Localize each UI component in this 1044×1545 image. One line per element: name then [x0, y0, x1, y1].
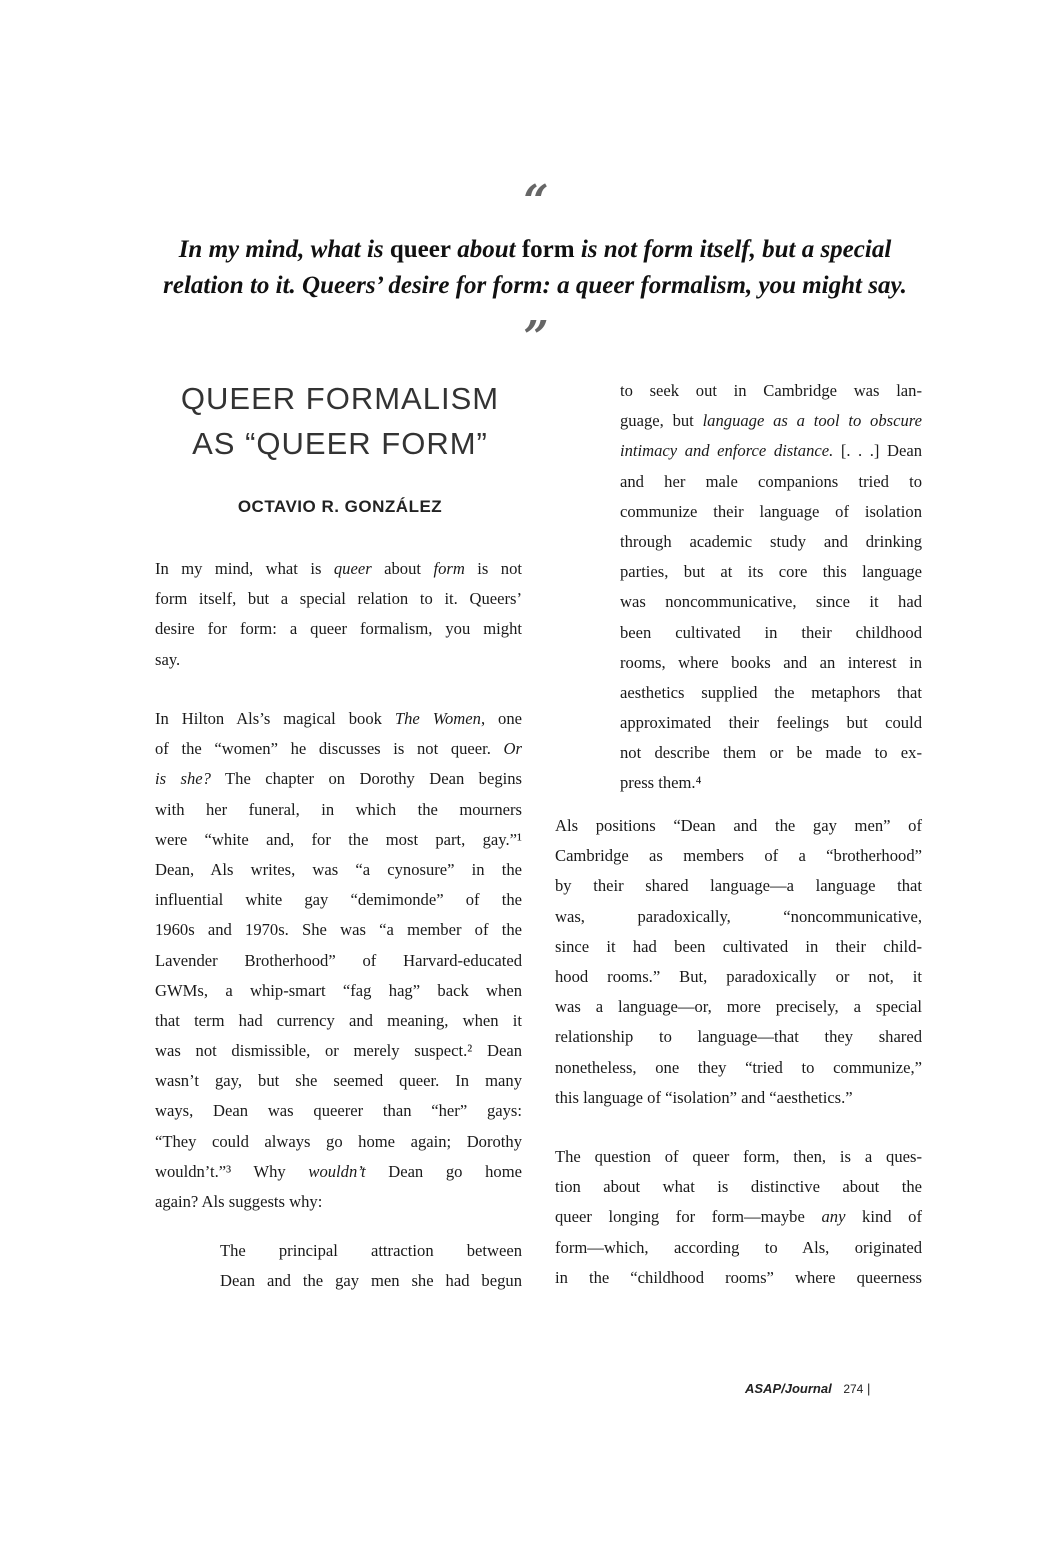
text-line — [155, 1006, 522, 1036]
text-line — [155, 645, 522, 675]
text-run: The question of queer form, then, is a ques- — [555, 1147, 922, 1166]
text-line — [620, 497, 922, 527]
text-run: queer longing for form—maybe — [555, 1207, 822, 1227]
text-run: approximated their feelings but could — [620, 713, 922, 733]
text-run: to seek out in Cambridge was lan- — [620, 381, 922, 400]
text-run: GWMs, a whip-smart “fag hag” back when — [155, 980, 522, 1000]
text-line — [555, 1142, 922, 1172]
text-run: guage, but — [620, 411, 703, 431]
text-run: is not — [464, 559, 522, 578]
italic-text: any — [821, 1207, 846, 1227]
paragraph — [555, 811, 922, 1113]
text-run: and her male companions tried to — [620, 471, 922, 491]
text-line — [555, 932, 922, 962]
text-run: hood rooms.” But, paradoxically or not, it — [555, 966, 922, 986]
text-run: this language of “isolation” and “aesthetics.” — [555, 1087, 853, 1107]
text-line — [555, 1172, 922, 1202]
text-line — [155, 1096, 522, 1126]
text-run: press them.⁴ — [620, 773, 702, 793]
text-run: relationship to language—that they shared — [555, 1027, 922, 1047]
text-line — [555, 1083, 922, 1113]
text-line — [155, 764, 522, 794]
text-run: was a language—or, more precisely, a special — [555, 997, 922, 1017]
article-title — [130, 376, 550, 466]
italic-text: wouldn’t — [308, 1161, 366, 1181]
text-line — [620, 678, 922, 708]
text-run: Als positions “Dean and the gay men” of — [555, 816, 922, 835]
text-line — [155, 554, 522, 584]
title-line-2: AS “QUEER FORM” — [192, 426, 488, 461]
text-line — [555, 962, 922, 992]
text-line — [155, 704, 522, 734]
text-run: wasn’t gay, but she seemed queer. In many — [155, 1071, 522, 1091]
footer-separator: | — [866, 1381, 871, 1396]
italic-text: Or — [503, 739, 522, 759]
text-run: In my mind, what is — [155, 559, 334, 578]
text-run: queer — [389, 236, 451, 263]
text-line — [555, 1263, 922, 1293]
text-line — [220, 1236, 522, 1266]
text-line — [620, 738, 922, 768]
text-line — [220, 1266, 522, 1296]
text-run: again? Als suggests why: — [155, 1192, 323, 1211]
paragraph — [555, 1142, 922, 1293]
text-line — [155, 584, 522, 614]
text-line — [155, 946, 522, 976]
text-line — [620, 527, 922, 557]
text-line — [555, 1022, 922, 1052]
text-run: were “white and, for the most part, gay.”¹ — [155, 829, 522, 849]
text-line — [620, 587, 922, 617]
text-run: Lavender Brotherhood” of Harvard-educated — [155, 950, 522, 970]
text-run: In Hilton Als’s magical book — [155, 709, 395, 728]
text-run: say. — [155, 649, 181, 669]
text-run: 1960s and 1970s. She was “a member of the — [155, 920, 522, 940]
text-line — [620, 436, 922, 466]
text-line — [620, 406, 922, 436]
paragraph — [155, 704, 522, 1217]
text-run: kind of — [845, 1207, 923, 1227]
open-quote-mark: “ — [523, 176, 549, 227]
text-line — [155, 1187, 522, 1217]
text-line — [620, 557, 922, 587]
text-run: The principal attraction between — [220, 1241, 522, 1260]
text-run: tion about what is distinctive about the — [555, 1177, 922, 1197]
text-line — [555, 992, 922, 1022]
text-line — [555, 871, 922, 901]
text-line — [155, 614, 522, 644]
text-run: form—which, according to Als, originated — [555, 1237, 922, 1257]
italic-text: language as a tool to obscure — [702, 411, 922, 431]
text-run: was, paradoxically, “noncommunicative, — [555, 906, 922, 926]
text-run: communize their language of isolation — [620, 501, 922, 521]
text-run: that term had currency and meaning, when it — [155, 1010, 522, 1030]
text-line — [155, 915, 522, 945]
text-line — [620, 467, 922, 497]
text-run: by their shared language—a language that — [555, 876, 922, 896]
text-line — [155, 734, 522, 764]
text-run: nonetheless, one they “tried to communize,” — [555, 1057, 922, 1077]
text-run: Dean, Als writes, was “a cynosure” in the — [155, 859, 522, 879]
text-run: through academic study and drinking — [620, 531, 922, 551]
text-line — [155, 1127, 522, 1157]
text-run: in the “childhood rooms” where queerness — [555, 1267, 922, 1287]
italic-text: queer — [333, 559, 372, 578]
text-run: influential white gay “demimonde” of the — [155, 890, 522, 910]
text-line — [155, 1066, 522, 1096]
text-run: Cambridge as members of a “brotherhood” — [555, 846, 922, 866]
italic-text: form — [433, 559, 465, 578]
text-run: ways, Dean was queerer than “her” gays: — [155, 1101, 522, 1121]
paragraph — [155, 554, 522, 675]
text-run: Dean go home — [365, 1161, 523, 1181]
text-run: “They could always go home again; Dorothy — [155, 1131, 522, 1151]
author-name: OCTAVIO R. GONZÁLEZ — [237, 497, 443, 516]
text-line — [155, 825, 522, 855]
text-line — [555, 1202, 922, 1232]
close-quote-mark: ” — [523, 312, 549, 363]
text-line — [155, 976, 522, 1006]
text-run: of the “women” he discusses is not queer. — [155, 739, 504, 759]
text-line — [555, 1053, 922, 1083]
text-run: about — [450, 236, 522, 263]
italic-text: is she? — [155, 769, 211, 789]
pull-quote-line — [140, 268, 930, 304]
text-run: [. . .] Dean — [833, 441, 922, 461]
pull-quote-line — [140, 232, 930, 268]
text-line — [555, 1233, 922, 1263]
text-line — [620, 708, 922, 738]
page-number: 274 — [843, 1382, 864, 1396]
text-run: about — [371, 559, 434, 578]
text-line — [155, 885, 522, 915]
text-run: wouldn’t.”³ Why — [155, 1161, 309, 1181]
block-quote — [220, 1236, 522, 1296]
text-run: with her funeral, in which the mourners — [155, 799, 522, 819]
text-line — [155, 795, 522, 825]
text-line — [620, 376, 922, 406]
text-run: parties, but at its core this language — [620, 562, 922, 582]
text-run: was noncommunicative, since it had — [620, 592, 922, 612]
text-run: been cultivated in their childhood — [620, 622, 922, 642]
text-run: was not dismissible, or merely suspect.² Dean — [155, 1041, 522, 1061]
text-run: form itself, but a special relation to it. Queers’ — [155, 589, 522, 609]
text-line — [155, 855, 522, 885]
text-line — [555, 902, 922, 932]
text-run: In my mind, what is — [178, 236, 390, 263]
text-line — [555, 811, 922, 841]
journal-name: ASAP/Journal — [745, 1381, 832, 1396]
pull-quote — [140, 232, 930, 304]
text-run: desire for form: a queer formalism, you might — [155, 619, 522, 639]
text-run: since it had been cultivated in their child- — [555, 936, 922, 956]
text-run: rooms, where books and an interest in — [620, 652, 922, 672]
text-line — [555, 841, 922, 871]
text-run: Dean and the gay men she had begun — [220, 1271, 522, 1291]
text-run: relation to it. Queers’ desire for form: a queer formalism, you might say. — [163, 272, 907, 299]
page-footer — [745, 1381, 870, 1396]
italic-text: intimacy and enforce distance. — [620, 441, 834, 461]
text-run: is not form itself, but a special — [574, 236, 892, 263]
text-line — [620, 648, 922, 678]
title-line-1: QUEER FORMALISM — [180, 381, 500, 416]
text-run: aesthetics supplied the metaphors that — [620, 682, 922, 702]
italic-text: The Women — [394, 709, 481, 728]
text-run: form — [521, 236, 575, 263]
text-run: , one — [480, 709, 522, 728]
block-quote-continued — [620, 376, 922, 799]
text-line — [620, 618, 922, 648]
text-line — [155, 1036, 522, 1066]
text-line — [620, 768, 922, 798]
text-run: not describe them or be made to ex- — [620, 743, 922, 763]
text-run: The chapter on Dorothy Dean begins — [210, 769, 522, 789]
text-line — [155, 1157, 522, 1187]
